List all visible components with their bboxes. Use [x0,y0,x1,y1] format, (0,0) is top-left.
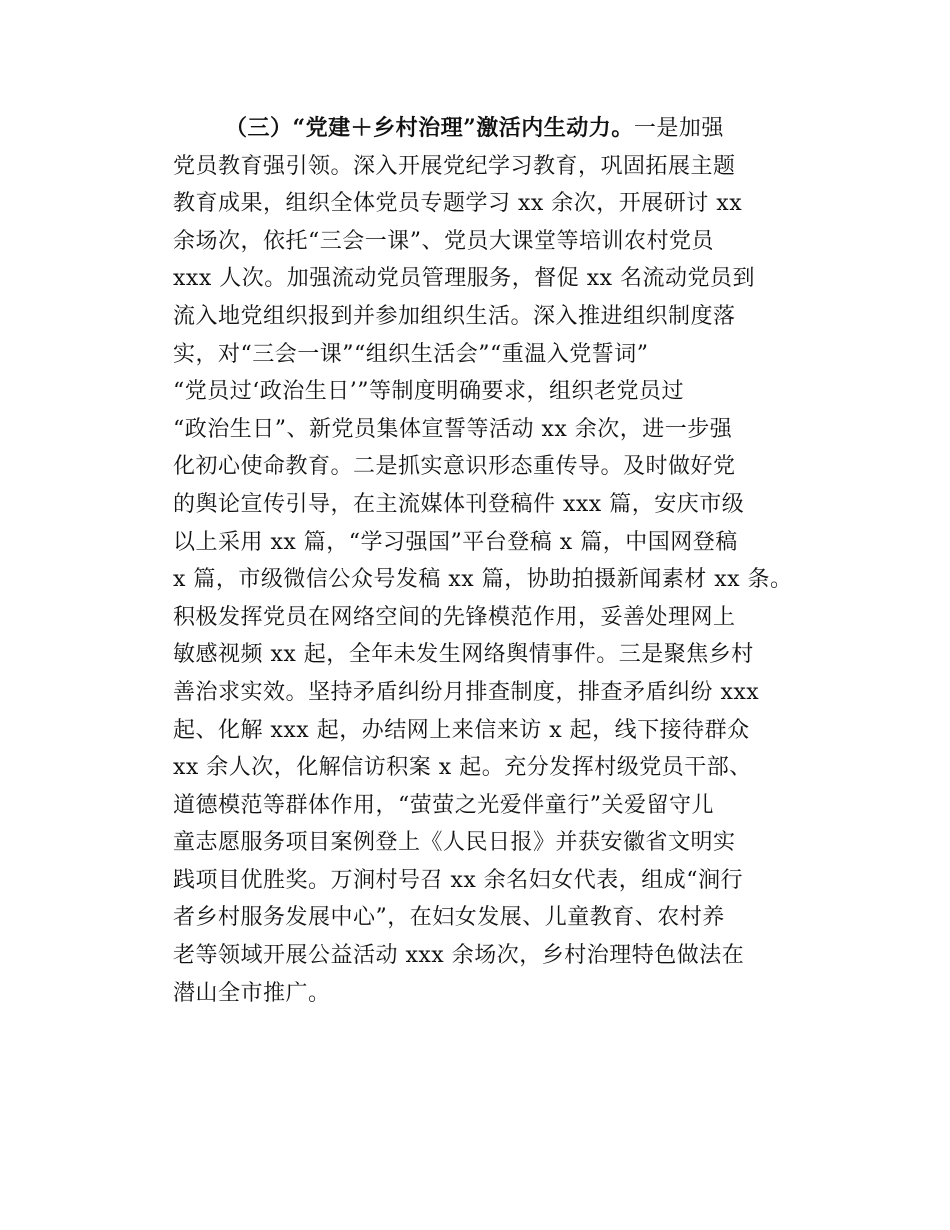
paragraph-line: 践项目优胜奖。万涧村号召 xx 余名妇女代表，组成“涧行 [173,867,744,893]
line-text: 一是加强 [633,116,724,141]
paragraph-line: 教育成果，组织全体党员专题学习 xx 余次，开展研讨 xx [173,191,743,217]
paragraph-line: 善治求实效。坚持矛盾纠纷月排查制度，排查矛盾纠纷 xxx [173,679,760,705]
paragraph-line: 起、化解 xxx 起，办结网上来信来访 x 起，线下接待群众 [173,717,750,743]
paragraph-line: 党员教育强引领。深入开展党纪学习教育，巩固拓展主题 [173,153,736,179]
paragraph-line: “党员过‘政治生日’”等制度明确要求，组织老党员过 [173,379,684,405]
paragraph-line [173,110,813,148]
paragraph-line [173,1012,813,1050]
paragraph-line: 敏感视频 xx 起，全年未发生网络舆情事件。三是聚焦乡村 [173,642,754,668]
paragraph-line: 者乡村服务发展中心”，在妇女发展、儿童教育、农村养 [173,905,725,931]
paragraph-line: 以上采用 xx 篇，“学习强国”平台登稿 x 篇，中国网登稿 [173,529,738,555]
paragraph-line: 老等领域开展公益活动 xxx 余场次，乡村治理特色做法在 [173,943,745,969]
paragraph-line: 余场次，依托“三会一课”、党员大课堂等培训农村党员 [173,228,714,254]
paragraph-line: xx 余人次，化解信访积案 x 起。充分发挥村级党员干部、 [173,755,752,781]
paragraph-line: 积极发挥党员在网络空间的先锋模范作用，妥善处理网上 [173,604,736,630]
paragraph-line: 化初心使命教育。二是抓实意识形态重传导。及时做好党 [173,454,736,480]
body-paragraph [173,110,813,1050]
paragraph-line: “政治生日”、新党员集体宣誓等活动 xx 余次，进一步强 [173,416,733,442]
paragraph-line: 实，对“三会一课”“组织生活会”“重温入党誓词” [173,341,649,367]
paragraph-line: 潜山全市推广。 [173,980,331,1006]
paragraph-line: 道德模范等群体作用，“萤萤之光爱伴童行”关爱留守儿 [173,792,714,818]
paragraph-line: xxx 人次。加强流动党员管理服务，督促 xx 名流动党员到 [173,266,756,292]
paragraph-line: x 篇，市级微信公众号发稿 xx 篇，协助拍摄新闻素材 xx 条。 [173,567,793,593]
paragraph-line: 童志愿服务项目案例登上《人民日报》并获安徽省文明实 [173,830,736,856]
paragraph-line: 的舆论宣传引导，在主流媒体刊登稿件 xxx 篇，安庆市级 [173,491,745,517]
section-heading: （三）“党建＋乡村治理”激活内生动力。 [225,115,634,141]
paragraph-line: 流入地党组织报到并参加组织生活。深入推进组织制度落 [173,303,736,329]
